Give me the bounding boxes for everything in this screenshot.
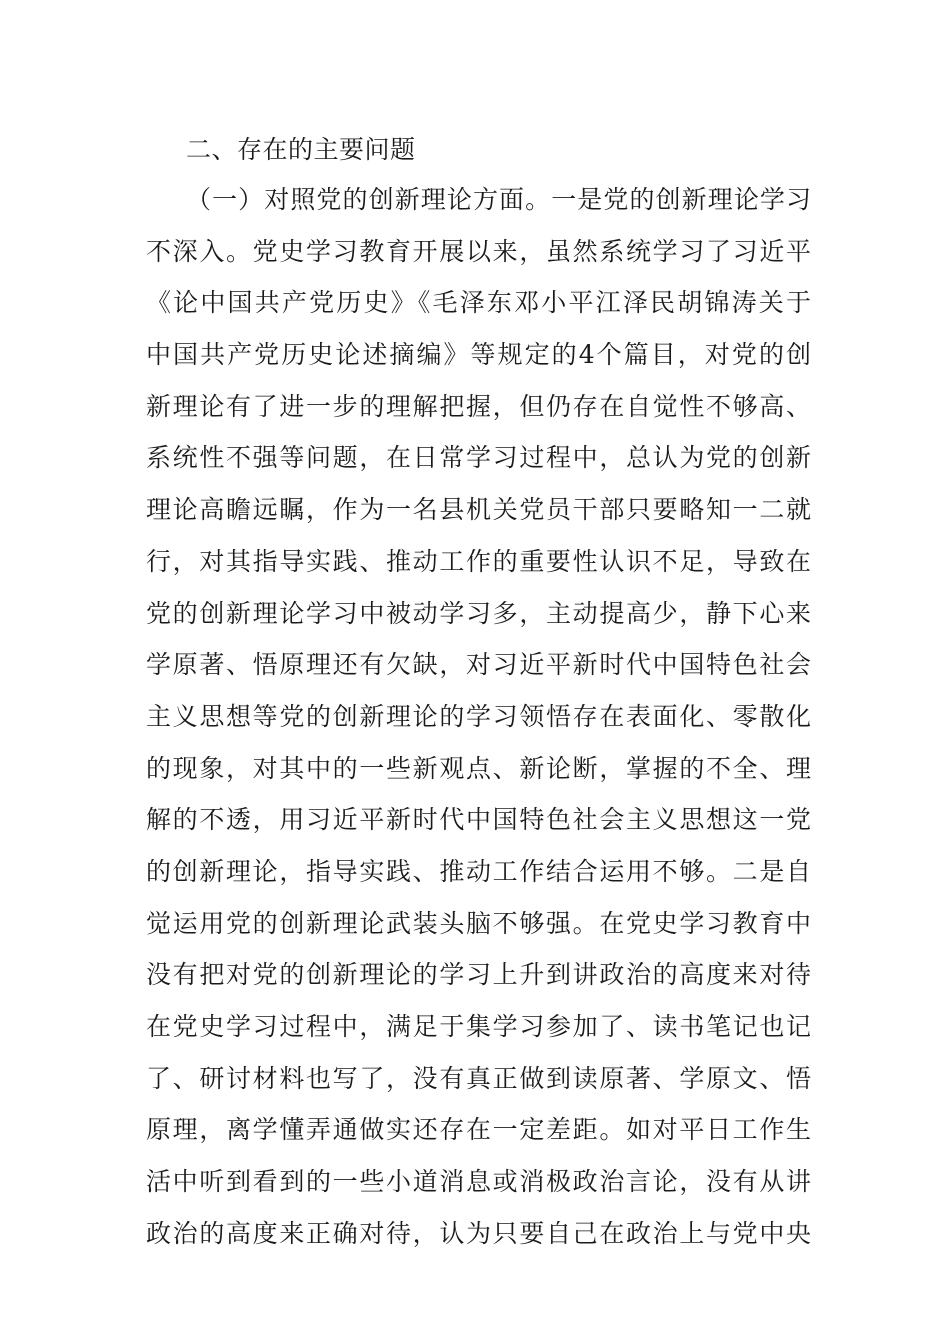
paragraph-line: 行，对其指导实践、推动工作的重要性认识不足，导致在: [146, 546, 811, 576]
paragraph-line: 了、研讨材料也写了，没有真正做到读原著、学原文、悟: [146, 1063, 811, 1093]
paragraph-line: 主义思想等党的创新理论的学习领悟存在表面化、零散化: [146, 701, 811, 731]
paragraph-line: （一）对照党的创新理论方面。一是党的创新理论学习: [186, 185, 811, 214]
paragraph-line: 党的创新理论学习中被动学习多，主动提高少，静下心来: [146, 598, 811, 628]
paragraph-line: 政治的高度来正确对待，认为只要自己在政治上与党中央: [146, 1218, 811, 1248]
paragraph-line: 没有把对党的创新理论的学习上升到讲政治的高度来对待: [146, 960, 811, 990]
paragraph-line: 不深入。党史学习教育开展以来，虽然系统学习了习近平: [146, 236, 811, 266]
paragraph-line: 的创新理论，指导实践、推动工作结合运用不够。二是自: [146, 856, 811, 886]
section-heading: 二、存在的主要问题: [186, 135, 416, 164]
paragraph-line: 《论中国共产党历史》《毛泽东邓小平江泽民胡锦涛关于: [146, 288, 811, 318]
paragraph-line: 中国共产党历史论述摘编》等规定的4个篇目，对党的创: [146, 340, 811, 370]
paragraph-line: 理论高瞻远瞩，作为一名县机关党员干部只要略知一二就: [146, 495, 811, 525]
paragraph-line: 学原著、悟原理还有欠缺，对习近平新时代中国特色社会: [146, 650, 811, 680]
paragraph-line: 系统性不强等问题，在日常学习过程中，总认为党的创新: [146, 443, 811, 473]
paragraph-line: 解的不透，用习近平新时代中国特色社会主义思想这一党: [146, 805, 811, 835]
paragraph-line: 觉运用党的创新理论武装头脑不够强。在党史学习教育中: [146, 908, 811, 938]
paragraph-line: 新理论有了进一步的理解把握，但仍存在自觉性不够高、: [146, 391, 811, 421]
paragraph-line: 原理，离学懂弄通做实还存在一定差距。如对平日工作生: [146, 1115, 811, 1145]
paragraph-line: 活中听到看到的一些小道消息或消极政治言论，没有从讲: [146, 1167, 811, 1197]
paragraph-line: 在党史学习过程中，满足于集学习参加了、读书笔记也记: [146, 1012, 811, 1041]
paragraph-line: 的现象，对其中的一些新观点、新论断，掌握的不全、理: [146, 753, 811, 783]
body-paragraph: [146, 178, 811, 1263]
